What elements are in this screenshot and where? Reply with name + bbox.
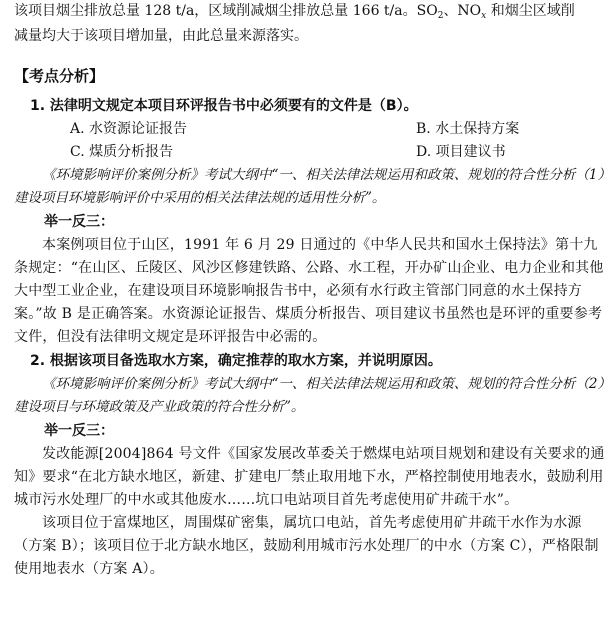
question-1-example-text: 本案例项目位于山区，1991 年 6 月 29 日通过的《中华人民共和国水土保持法》第十九条规定：“在山区、丘陵区、风沙区修建铁路、公路、水工程，开办矿山企业、电力企业和其他大中型工业企业，在建设项目环境影响报告书中，必须有水行政主管部门同意的水土保持方案。”故 B 是正确答案。水资源论证报告、煤质分析报告、项目建议书虽然也是环评的重要参考文件，但没有法律明文规定是环评报告中必需的。 [14,237,604,345]
question-1-outline-reference: 《环境影响评价案例分析》考试大纲中“一、相关法律法规运用和政策、规划的符合性分析（1）建设项目环境影响评价中采用的相关法律法规的适用性分析”。 [14,167,605,206]
intro-text-b: 、NO [443,3,482,19]
intro-text-a: 该项目烟尘排放总量 128 t/a，区域削减烟尘排放总量 166 t/a。SO [14,3,438,19]
option-b: B. 水土保持方案 [416,121,520,137]
intro-line-2: 减量均大于该项目增加量，由此总量来源落实。 [14,28,308,44]
option-a: A. 水资源论证报告 [70,121,188,137]
option-d: D. 项目建议书 [416,144,506,160]
intro-text-c: 和烟尘区域削 [486,3,575,19]
option-c: C. 煤质分析报告 [70,144,174,160]
question-2-example-label: 举一反三： [44,423,114,439]
question-2-conclusion: 该项目位于富煤地区，周围煤矿密集，属坑口电站，首先考虑使用矿井疏干水作为水源（方案 B）；该项目位于北方缺水地区，鼓励利用城市污水处理厂的中水（方案 C），严格限制使用地表水（方案 A）。 [14,515,599,577]
analysis-section-title: 【考点分析】 [14,67,105,85]
question-2-outline-reference: 《环境影响评价案例分析》考试大纲中“一、相关法律法规运用和政策、规划的符合性分析（2）建设项目与环境政策及产业政策的符合性分析”。 [14,376,605,415]
nox-subscript: x [481,11,487,21]
question-1-title: 1. 法律明文规定本项目环评报告书中必须要有的文件是（B）。 [30,98,418,114]
question-1-example-label: 举一反三： [44,214,114,230]
so2-subscript: 2 [437,11,444,21]
question-2-example-text: 发改能源[2004]864 号文件《国家发展改革委关于燃煤电站项目规划和建设有关要求的通知》要求“在北方缺水地区，新建、扩建电厂禁止取用地下水，严格控制使用地表水，鼓励利用城市污水处理厂的中水或其他废水……坑口电站项目首先考虑使用矿井疏干水”。 [14,446,605,508]
question-1-options [14,118,605,164]
intro-line-1 [14,0,605,25]
question-2-title: 2. 根据该项目备选取水方案，确定推荐的取水方案，并说明原因。 [30,353,442,369]
